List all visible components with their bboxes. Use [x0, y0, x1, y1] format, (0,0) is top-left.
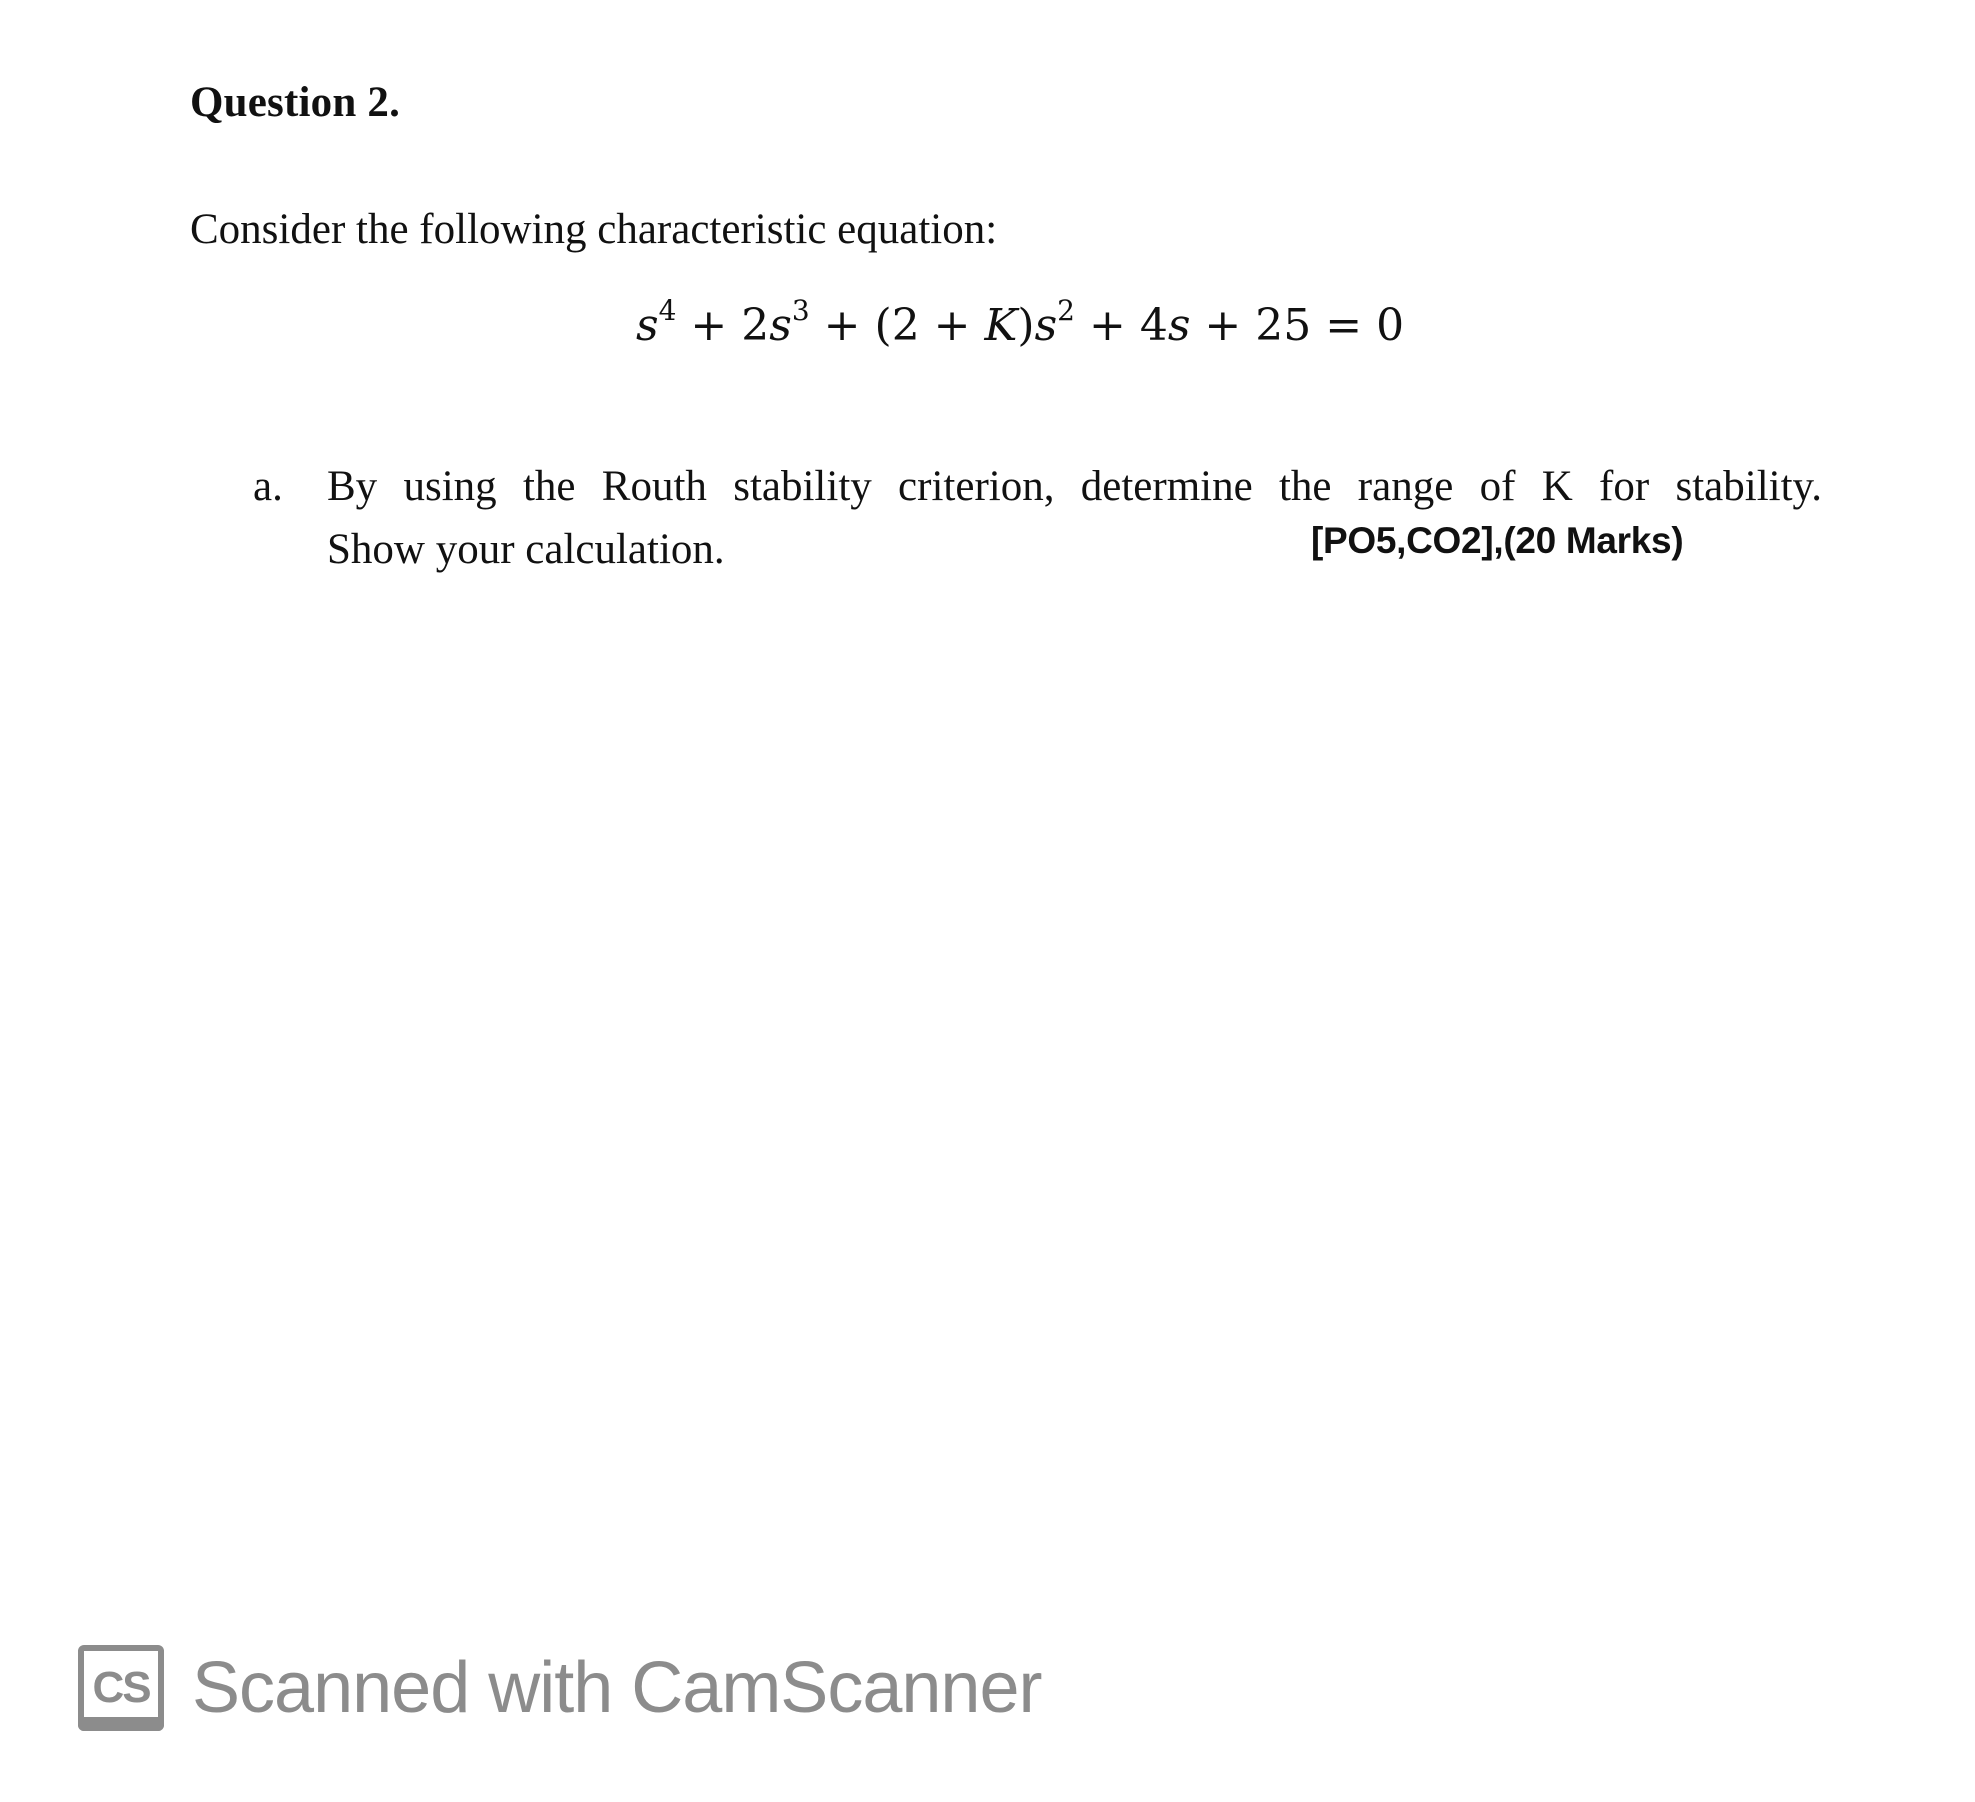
eq-gain-k: K: [984, 300, 1018, 351]
eq-exponent: 2: [1057, 294, 1075, 328]
part-a-label: a.: [253, 463, 283, 510]
eq-operator: ): [1017, 300, 1035, 351]
part-a-marks: [PO5,CO2],(20 Marks): [1311, 520, 1684, 561]
watermark-text: Scanned with CamScanner: [192, 1648, 1042, 1728]
eq-term-s: s: [1034, 300, 1058, 351]
part-a-line2: Show your calculation.: [327, 526, 725, 573]
eq-exponent: 3: [791, 294, 810, 328]
part-a-line1: By using the Routh stability criterion, determine the range of K for stability.: [327, 463, 1822, 510]
eq-term-s: s: [769, 300, 792, 351]
question-title: Question 2.: [190, 79, 401, 126]
eq-operator: + 25 = 0: [1190, 300, 1405, 351]
camscanner-watermark: [78, 1645, 1041, 1731]
eq-term-s: s: [1167, 300, 1191, 351]
eq-term-s: s: [636, 300, 659, 351]
camscanner-logo-icon: [78, 1645, 164, 1731]
eq-operator: + 2: [676, 300, 770, 351]
eq-operator: + 4: [1075, 300, 1168, 351]
eq-exponent: 4: [658, 294, 677, 328]
characteristic-equation: [636, 294, 1405, 351]
camscanner-logo-text: CS: [92, 1663, 150, 1712]
intro-text: Consider the following characteristic equation:: [190, 206, 998, 253]
eq-operator: + (2 +: [809, 300, 985, 351]
